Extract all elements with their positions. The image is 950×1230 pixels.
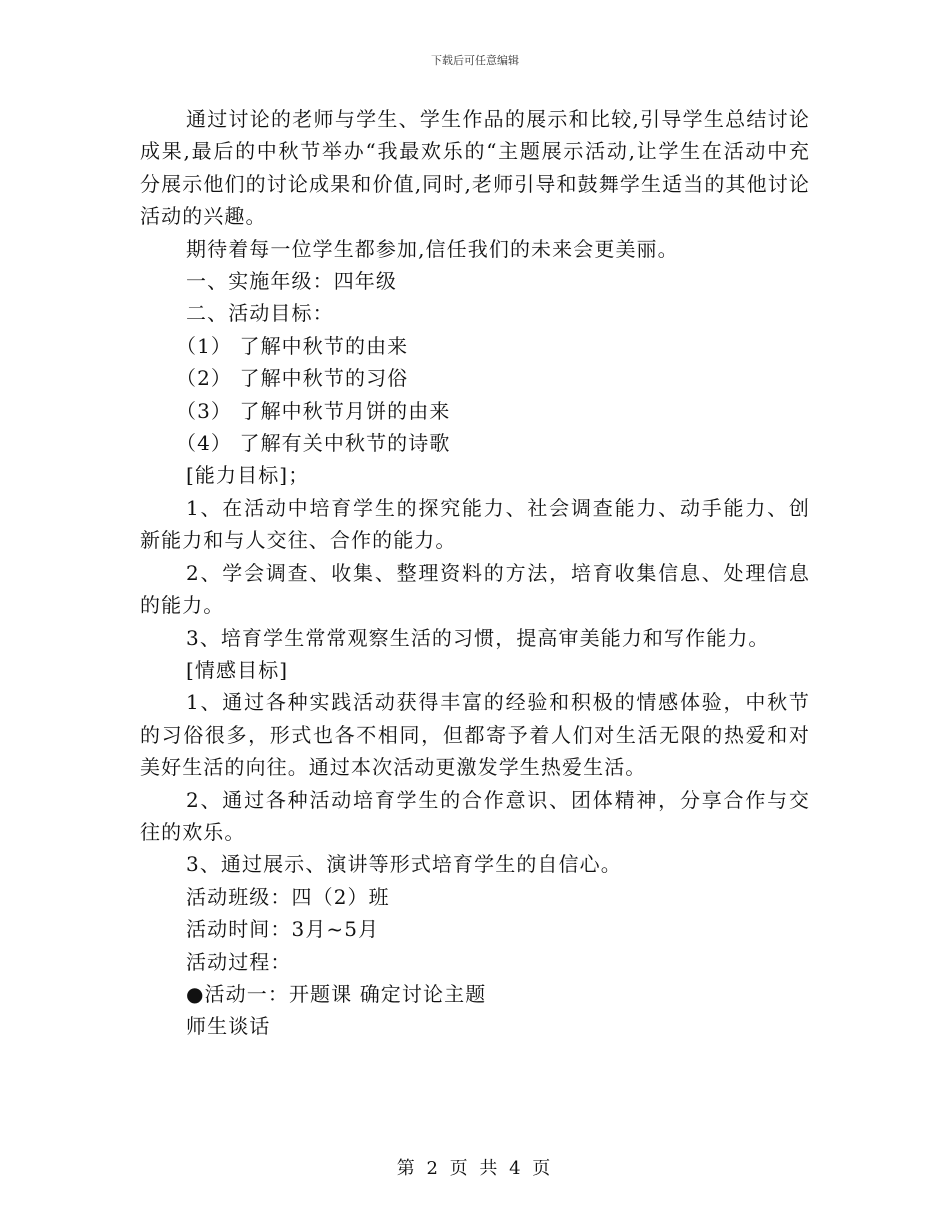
goal-item: （1） 了解中秋节的由来 bbox=[176, 333, 409, 358]
page-footer: 第 2 页 共 4 页 bbox=[396, 1158, 554, 1179]
ability-goal-item: 1、在活动中培育学生的探究能力、社会调查能力、动手能力、创新能力和与人交往、合作的能力。 bbox=[140, 495, 810, 553]
paragraph-intro: 通过讨论的老师与学生、学生作品的展示和比较,引导学生总结讨论成果,最后的中秋节举办“我最欢乐的“主题展示活动,让学生在活动中充分展示他们的讨论成果和价值,同时,老师引导和鼓舞学生适当的其他讨论活动的兴趣。 bbox=[140, 107, 810, 229]
activity-one-heading: ●活动一：开题课 确定讨论主题 bbox=[186, 981, 487, 1006]
teacher-student-talk: 师生谈话 bbox=[186, 1014, 271, 1039]
goal-item: （2） 了解中秋节的习俗 bbox=[176, 366, 409, 391]
emotion-goal-item: 1、通过各种实践活动获得丰富的经验和积极的情感体验，中秋节的习俗很多，形式也各不相同，但都寄予着人们对生活无限的热爱和对美好生活的向往。通过本次活动更激发学生热爱生活。 bbox=[140, 690, 810, 780]
ability-goal-item: 3、培育学生常常观察生活的习惯，提高审美能力和写作能力。 bbox=[186, 625, 770, 650]
ability-goals-heading: [能力目标]； bbox=[186, 463, 310, 488]
section-goals: 二、活动目标： bbox=[186, 301, 334, 326]
activity-time: 活动时间：3月~5月 bbox=[186, 917, 380, 942]
paragraph-expectation: 期待着每一位学生都参加,信任我们的未来会更美丽。 bbox=[186, 236, 679, 261]
emotion-goal-item: 3、通过展示、演讲等形式培育学生的自信心。 bbox=[186, 852, 622, 877]
section-grade: 一、实施年级：四年级 bbox=[186, 269, 397, 294]
goal-item: （3） 了解中秋节月饼的由来 bbox=[176, 398, 451, 423]
document-body bbox=[140, 103, 810, 1043]
activity-class: 活动班级：四（2）班 bbox=[186, 884, 390, 909]
ability-goal-item: 2、学会调查、收集、整理资料的方法，培育收集信息、处理信息的能力。 bbox=[140, 560, 810, 618]
emotion-goal-item: 2、通过各种活动培育学生的合作意识、团体精神，分享合作与交往的欢乐。 bbox=[140, 787, 810, 844]
emotion-goals-heading: [情感目标] bbox=[186, 657, 289, 682]
goal-item: （4） 了解有关中秋节的诗歌 bbox=[176, 431, 451, 456]
page-header: 下载后可任意编辑 bbox=[431, 54, 519, 67]
activity-process-heading: 活动过程： bbox=[186, 949, 292, 974]
